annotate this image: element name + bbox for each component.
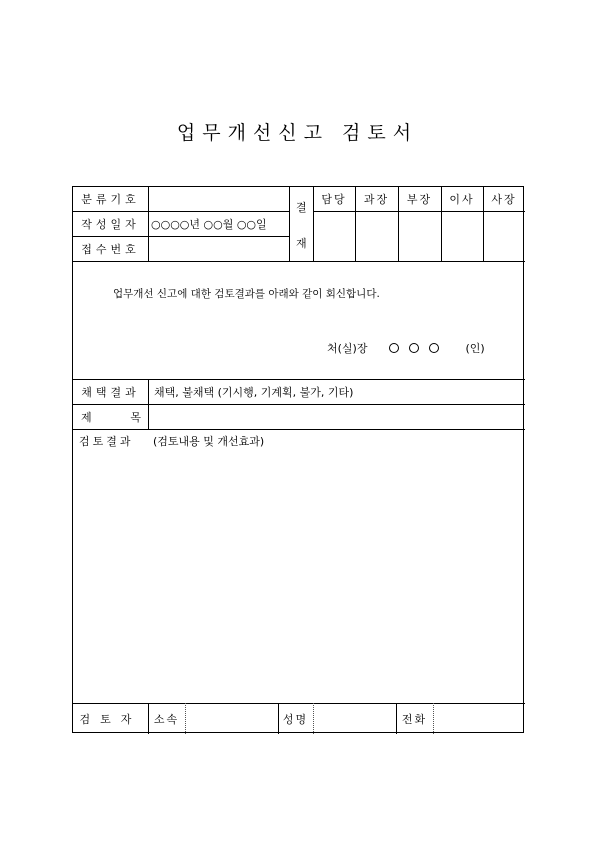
seal-label: (인) [465, 342, 485, 355]
name-field[interactable] [315, 703, 395, 734]
subject-label-right: 목 [130, 410, 141, 424]
phone-field[interactable] [435, 703, 523, 734]
adoption-label: 채택결과 [81, 385, 140, 399]
affiliation-field[interactable] [187, 703, 277, 734]
approval-role-dept-head: 부장 [406, 193, 433, 206]
reviewer-label: 검토자 [79, 712, 142, 726]
document-title: 업무개선신고 검토서 [176, 122, 419, 144]
approval-role-president: 사장 [491, 193, 517, 206]
affiliation-label: 소속 [153, 712, 180, 726]
signature-box-director[interactable] [442, 212, 482, 260]
circle-icon [429, 343, 439, 353]
signature-box-president[interactable] [484, 212, 524, 260]
review-form [72, 186, 524, 733]
receipt-number-field[interactable] [151, 236, 287, 261]
signature-box-dept-head[interactable] [399, 212, 440, 260]
subject-field[interactable] [154, 404, 520, 429]
divider [148, 379, 149, 429]
classification-field[interactable] [151, 187, 287, 211]
approval-label-top: 결 [296, 201, 307, 214]
dotted-divider [313, 703, 314, 734]
approval-role-staff: 담당 [321, 193, 347, 206]
adoption-options[interactable]: 채택, 불채택 (기시행, 기계획, 불가, 기타) [154, 385, 354, 399]
dotted-divider [433, 703, 434, 734]
name-placeholder [389, 343, 439, 353]
date-label: 작성일자 [81, 217, 140, 231]
dotted-divider [185, 703, 186, 734]
review-result-area[interactable] [77, 453, 521, 699]
review-result-note: (검토내용 및 개선효과) [153, 435, 265, 448]
signature-box-staff[interactable] [314, 212, 354, 260]
classification-label: 분류기호 [81, 193, 140, 206]
subject-label [81, 404, 141, 429]
receipt-number-label: 접수번호 [81, 242, 140, 256]
subject-label-left: 제 [81, 410, 92, 424]
phone-label: 전화 [401, 712, 428, 726]
signature-box-section-chief[interactable] [356, 212, 397, 260]
divider [289, 187, 290, 261]
signer-line [327, 340, 485, 356]
review-result-label: 검토결과 [79, 435, 134, 448]
approval-label-bottom: 재 [296, 237, 307, 250]
circle-icon [389, 343, 399, 353]
approval-role-director: 이사 [449, 193, 475, 206]
date-field[interactable]: ○○○○년 ○○월 ○○일 [151, 217, 267, 231]
circle-icon [409, 343, 419, 353]
divider [73, 261, 525, 262]
reply-message: 업무개선 신고에 대한 검토결과를 아래와 같이 회신합니다. [113, 287, 380, 300]
name-label: 성명 [282, 712, 309, 726]
divider [73, 429, 525, 430]
signer-label: 처(실)장 [327, 342, 368, 355]
divider [148, 187, 149, 261]
approval-role-section-chief: 과장 [363, 193, 390, 206]
